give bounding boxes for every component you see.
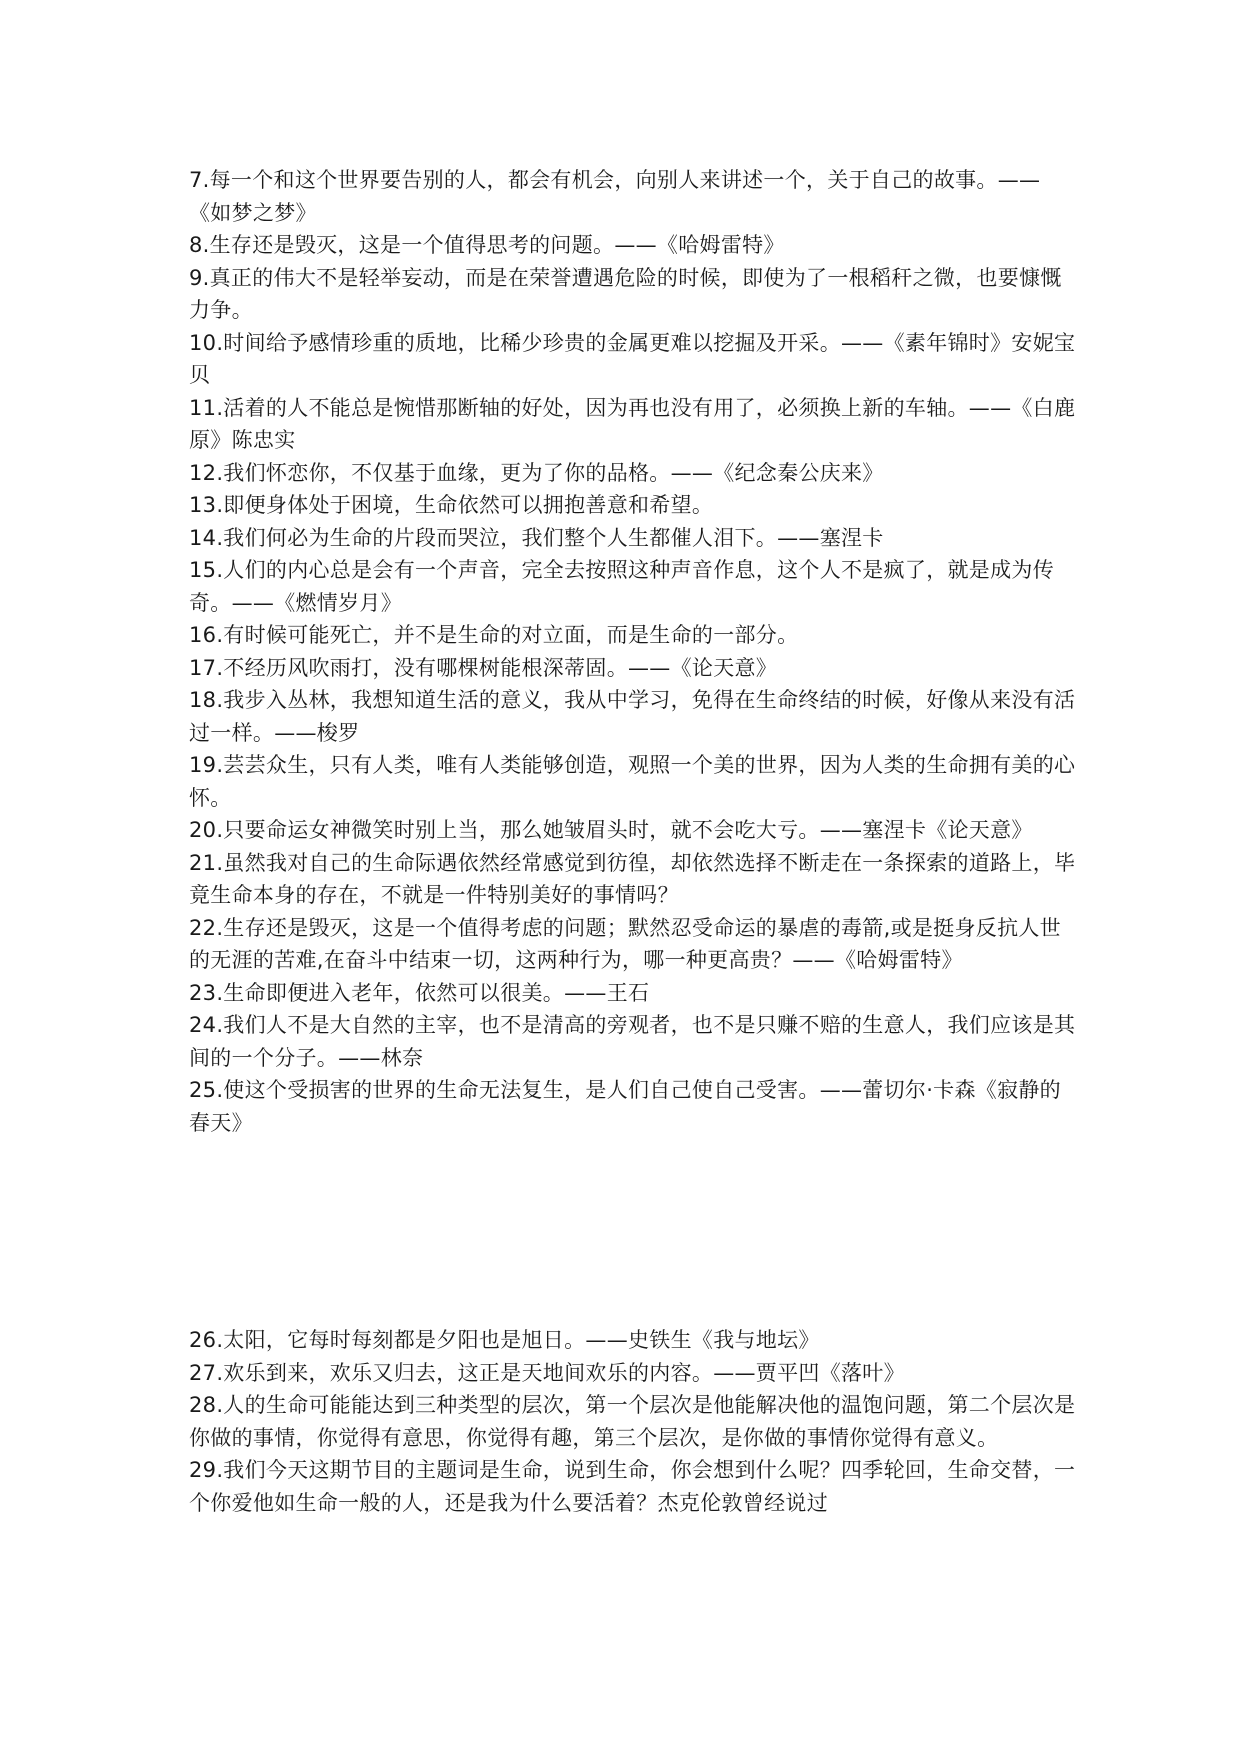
quote-23: 23.生命即便进入老年，依然可以很美。——王石: [189, 980, 650, 1005]
quote-20: 20.只要命运女神微笑时别上当，那么她皱眉头时，就不会吃大亏。——塞涅卡《论天意》: [189, 818, 1033, 842]
quote-10: 10.时间给予感情珍重的质地，比稀少珍贵的金属更难以挖掘及开采。——《素年锦时》安妮宝贝: [189, 330, 1076, 387]
quotes-section-1: [189, 164, 1079, 1139]
quote-26: 26.太阳，它每时每刻都是夕阳也是旭日。——史铁生《我与地坛》: [189, 1328, 820, 1352]
quote-11: 11.活着的人不能总是惋惜那断轴的好处，因为再也没有用了，必须换上新的车轴。——《白鹿原》陈忠实: [189, 395, 1076, 452]
quote-22: 22.生存还是毁灭，这是一个值得考虑的问题；默然忍受命运的暴虐的毒箭,或是挺身反抗人世的无涯的苦难,在奋斗中结束一切，这两种行为，哪一种更高贵？——《哈姆雷特》: [189, 915, 1061, 972]
quote-19: 19.芸芸众生，只有人类，唯有人类能够创造，观照一个美的世界，因为人类的生命拥有美的心怀。: [189, 753, 1076, 810]
quote-21: 21.虽然我对自己的生命际遇依然经常感觉到彷徨，却依然选择不断走在一条探索的道路上，毕竟生命本身的存在，不就是一件特别美好的事情吗？: [189, 850, 1076, 907]
quote-28: 28.人的生命可能能达到三种类型的层次，第一个层次是他能解决他的温饱问题，第二个层次是你做的事情，你觉得有意思，你觉得有趣，第三个层次，是你做的事情你觉得有意义。: [189, 1393, 1076, 1450]
quote-18: 18.我步入丛林，我想知道生活的意义，我从中学习，免得在生命终结的时候，好像从来没有活过一样。——梭罗: [189, 688, 1076, 745]
quote-12: 12.我们怀恋你，不仅基于血缘，更为了你的品格。——《纪念秦公庆来》: [189, 460, 884, 485]
quote-29: 29.我们今天这期节目的主题词是生命，说到生命，你会想到什么呢？四季轮回，生命交替，一个你爱他如生命一般的人，还是我为什么要活着？杰克伦敦曾经说过: [189, 1458, 1076, 1515]
quote-9: 9.真正的伟大不是轻举妄动，而是在荣誉遭遇危险的时候，即使为了一根稻秆之微，也要慷慨力争。: [189, 265, 1062, 322]
quote-27: 27.欢乐到来，欢乐又归去，这正是天地间欢乐的内容。——贾平凹《落叶》: [189, 1360, 905, 1385]
quote-8: 8.生存还是毁灭，这是一个值得思考的问题。——《哈姆雷特》: [189, 233, 785, 257]
quote-13: 13.即便身体处于困境，生命依然可以拥抱善意和希望。: [189, 493, 714, 517]
quotes-section-2: [189, 1324, 1079, 1519]
quote-24: 24.我们人不是大自然的主宰，也不是清高的旁观者，也不是只赚不赔的生意人，我们应该是其间的一个分子。——林奈: [189, 1013, 1076, 1070]
quote-16: 16.有时候可能死亡，并不是生命的对立面，而是生命的一部分。: [189, 623, 799, 647]
quote-25: 25.使这个受损害的世界的生命无法复生，是人们自己使自己受害。——蕾切尔·卡森《寂静的春天》: [189, 1078, 1061, 1135]
quote-14: 14.我们何必为生命的片段而哭泣，我们整个人生都催人泪下。——塞涅卡: [189, 525, 884, 550]
quote-7: 7.每一个和这个世界要告别的人，都会有机会，向别人来讲述一个，关于自己的故事。——《如梦之梦》: [189, 168, 1041, 225]
quote-15: 15.人们的内心总是会有一个声音，完全去按照这种声音作息，这个人不是疯了，就是成为传奇。——《燃情岁月》: [189, 558, 1054, 615]
quote-17: 17.不经历风吹雨打，没有哪棵树能根深蒂固。——《论天意》: [189, 655, 778, 680]
